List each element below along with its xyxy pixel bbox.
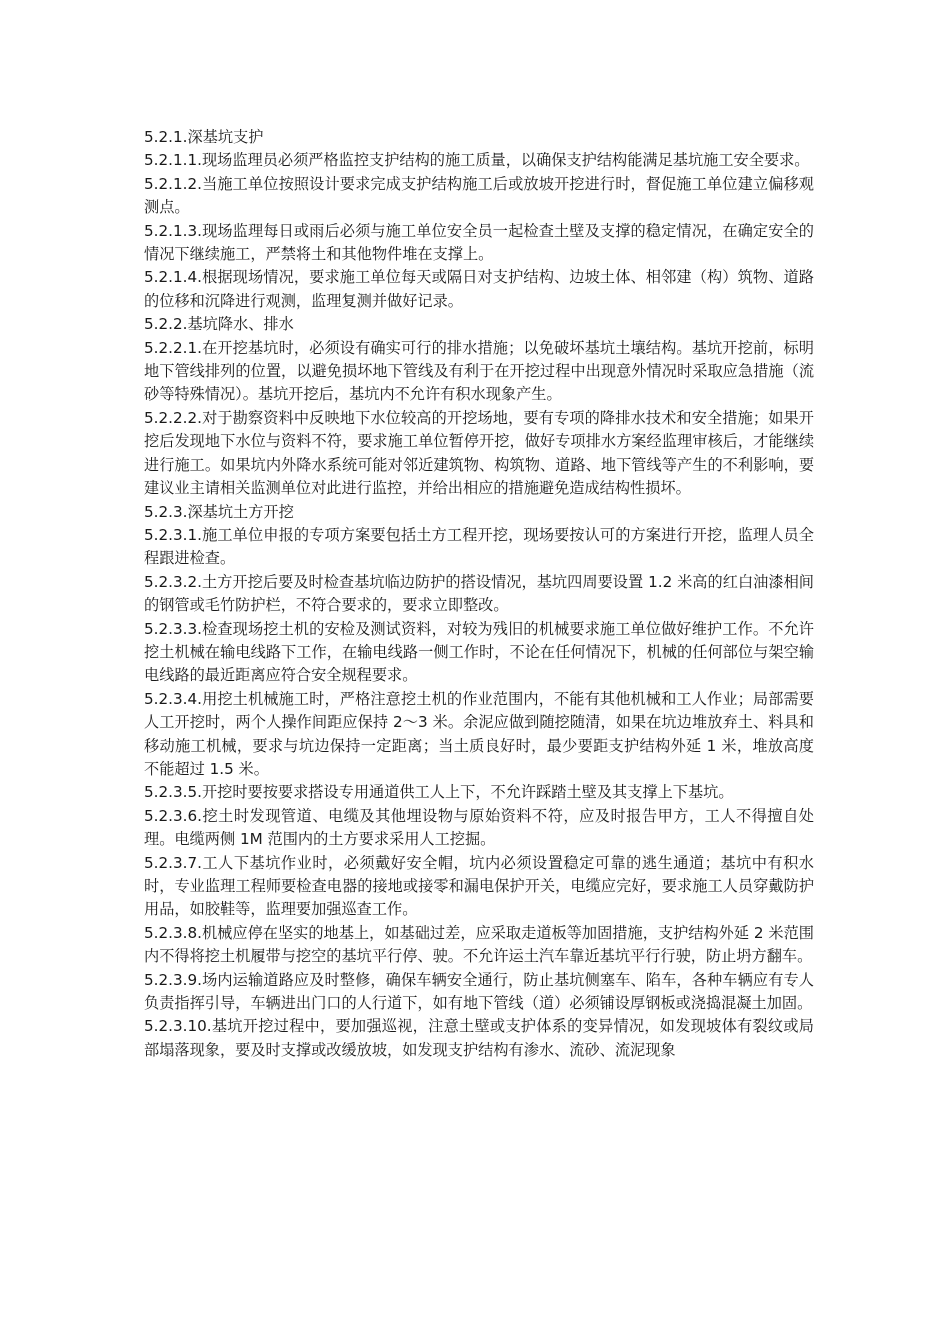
paragraph: 5.2.3.4.用挖土机械施工时，严格注意挖土机的作业范围内，不能有其他机械和工人作业；局部需要人工开挖时，两个人操作间距应保持 2～3 米。余泥应做到随挖随清，如果在坑边堆放弃土、料具和移动施工机械，要求与坑边保持一定距离；当土质良好时，最少要距支护结构外延 1 米，堆放高度不能超过 1.5 米。 xyxy=(144,689,814,778)
paragraph: 5.2.1.1.现场监理员必须严格监控支护结构的施工质量，以确保支护结构能满足基坑施工安全要求。 xyxy=(144,151,810,170)
paragraph: 5.2.3.6.挖土时发现管道、电缆及其他埋设物与原始资料不符，应及时报告甲方，工人不得擅自处理。电缆两侧 1M 范围内的土方要求采用人工挖掘。 xyxy=(144,806,814,849)
paragraph: 5.2.2.1.在开挖基坑时，必须设有确实可行的排水措施；以免破坏基坑土壤结构。基坑开挖前，标明地下管线排列的位置，以避免损坏地下管线及有利于在开挖过程中出现意外情况时采取应急措施（流砂等特殊情况）。基坑开挖后，基坑内不允许有积水现象产生。 xyxy=(144,338,814,404)
paragraph: 5.2.3.3.检查现场挖土机的安检及测试资料，对较为残旧的机械要求施工单位做好维护工作。不允许挖土机械在输电线路下工作，在输电线路一侧工作时，不论在任何情况下，机械的任何部位与架空输电线路的最近距离应符合安全规程要求。 xyxy=(144,619,814,685)
section-heading: 5.2.2.基坑降水、排水 xyxy=(144,315,294,334)
section-heading: 5.2.1.深基坑支护 xyxy=(144,128,264,146)
paragraph: 5.2.2.2.对于勘察资料中反映地下水位较高的开挖场地，要有专项的降排水技术和安全措施；如果开挖后发现地下水位与资料不符，要求施工单位暂停开挖，做好专项排水方案经监理审核后，才能继续进行施工。如果坑内外降水系统可能对邻近建筑物、构筑物、道路、地下管线等产生的不利影响，要建议业主请相关监测单位对此进行监控，并给出相应的措施避免造成结构性损坏。 xyxy=(144,408,814,498)
paragraph: 5.2.3.1.施工单位申报的专项方案要包括土方工程开挖，现场要按认可的方案进行开挖，监理人员全程跟进检查。 xyxy=(144,525,814,568)
paragraph: 5.2.1.2.当施工单位按照设计要求完成支护结构施工后或放坡开挖进行时，督促施工单位建立偏移观测点。 xyxy=(144,174,814,217)
paragraph: 5.2.3.9.场内运输道路应及时整修，确保车辆安全通行，防止基坑侧塞车、陷车，各种车辆应有专人负责指挥引导，车辆进出门口的人行道下，如有地下管线（道）必须铺设厚钢板或浇捣混凝土加固。 xyxy=(144,970,814,1013)
paragraph: 5.2.1.4.根据现场情况，要求施工单位每天或隔日对支护结构、边坡土体、相邻建（构）筑物、道路的位移和沉降进行观测，监理复测并做好记录。 xyxy=(144,268,814,310)
paragraph: 5.2.3.7.工人下基坑作业时，必须戴好安全帽，坑内必须设置稳定可靠的逃生通道；基坑中有积水时，专业监理工程师要检查电器的接地或接零和漏电保护开关，电缆应完好，要求施工人员穿戴防护用品，如胶鞋等，监理要加强巡查工作。 xyxy=(144,853,814,919)
document-body xyxy=(144,126,814,1062)
paragraph: 5.2.3.8.机械应停在坚实的地基上，如基础过差，应采取走道板等加固措施，支护结构外延 2 米范围内不得将挖土机履带与挖空的基坑平行停、驶。不允许运土汽车靠近基坑平行行驶，防止坍方翻车。 xyxy=(144,923,814,966)
paragraph: 5.2.3.5.开挖时要按要求搭设专用通道供工人上下，不允许踩踏土壁及其支撑上下基坑。 xyxy=(144,783,734,802)
paragraph: 5.2.3.2.土方开挖后要及时检查基坑临边防护的搭设情况，基坑四周要设置 1.2 米高的红白油漆相间的钢管或毛竹防护栏，不符合要求的，要求立即整改。 xyxy=(144,572,814,615)
section-heading: 5.2.3.深基坑土方开挖 xyxy=(144,502,294,521)
paragraph: 5.2.3.10.基坑开挖过程中，要加强巡视，注意土壁或支护体系的变异情况，如发现坡体有裂纹或局部塌落现象，要及时支撑或改缓放坡，如发现支护结构有渗水、流砂、流泥现象 xyxy=(144,1017,814,1059)
paragraph: 5.2.1.3.现场监理每日或雨后必须与施工单位安全员一起检查土壁及支撑的稳定情况，在确定安全的情况下继续施工，严禁将土和其他物件堆在支撑上。 xyxy=(144,221,814,264)
